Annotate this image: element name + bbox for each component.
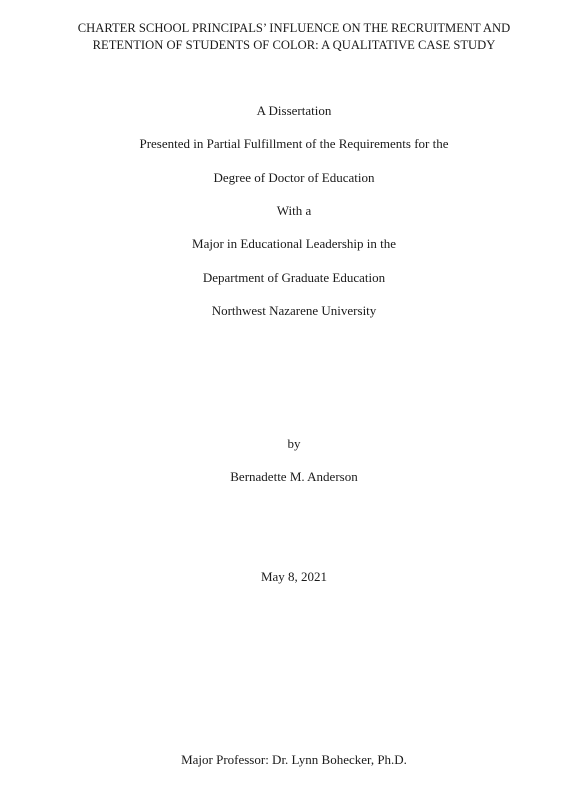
- dissertation-label: A Dissertation: [256, 103, 332, 118]
- dissertation-title-line-2: RETENTION OF STUDENTS OF COLOR: A QUALITATIVE CASE STUDY: [92, 38, 496, 52]
- major-line: Major in Educational Leadership in the: [192, 236, 396, 251]
- department-line: Department of Graduate Education: [202, 270, 386, 285]
- dissertation-title-line-1: CHARTER SCHOOL PRINCIPALS’ INFLUENCE ON THE RECRUITMENT AND: [77, 21, 511, 35]
- author-name: Bernadette M. Anderson: [230, 469, 358, 484]
- by-label: by: [287, 436, 301, 451]
- university-line: Northwest Nazarene University: [211, 303, 377, 318]
- degree-line: Degree of Doctor of Education: [213, 170, 375, 185]
- submission-date: May 8, 2021: [260, 569, 328, 584]
- with-a-line: With a: [276, 203, 312, 218]
- major-professor: Major Professor: Dr. Lynn Bohecker, Ph.D.: [181, 752, 407, 767]
- fulfillment-statement: Presented in Partial Fulfillment of the Requirements for the: [139, 136, 449, 151]
